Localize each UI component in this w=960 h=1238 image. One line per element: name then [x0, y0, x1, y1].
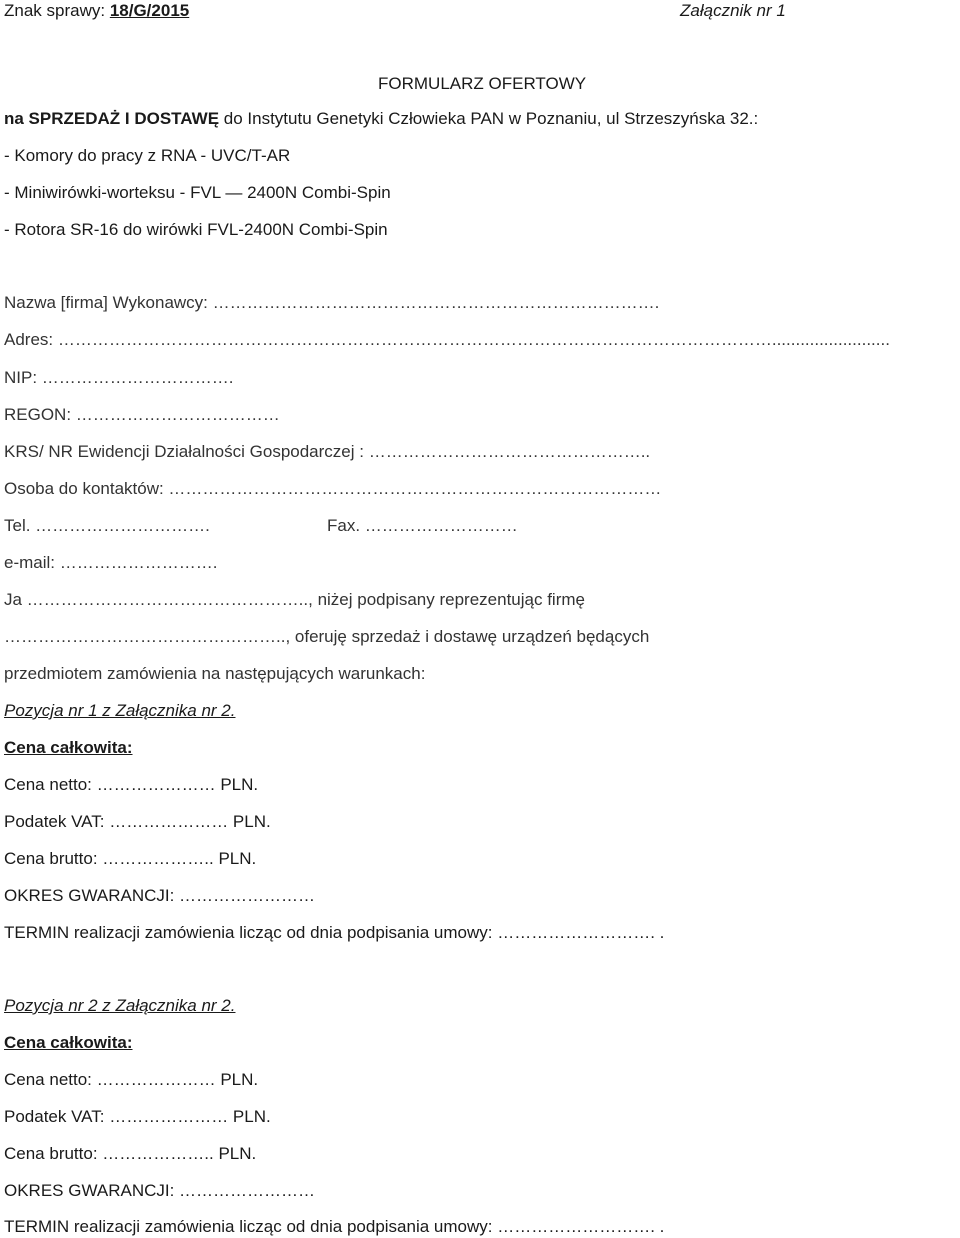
field-fax: Fax. ………………………	[327, 516, 518, 535]
field-regon: REGON: ………………………………	[4, 405, 280, 424]
field-tel: Tel. ………………………….	[4, 516, 210, 535]
net-price-line: Cena netto: ………………… PLN.	[4, 775, 259, 794]
warranty-line: OKRES GWARANCJI: ……………………	[4, 1181, 316, 1200]
vat-line: Podatek VAT: ………………… PLN.	[4, 812, 271, 831]
offer-line: ………………………………………….., oferuję sprzedaż i dostawę urządzeń będących	[4, 627, 650, 646]
field-krs: KRS/ NR Ewidencji Działalności Gospodarczej : …………………………………………..	[4, 442, 651, 461]
form-subtitle	[4, 108, 758, 130]
total-price-label: Cena całkowita:	[4, 738, 133, 757]
offer-line-end: przedmiotem zamówienia na następujących warunkach:	[4, 664, 426, 683]
field-nip: NIP: …………………………….	[4, 368, 234, 387]
net-price-line: Cena netto: ………………… PLN.	[4, 1070, 259, 1089]
case-label: Znak sprawy:	[4, 1, 106, 20]
attachment-label: Załącznik nr 1	[680, 1, 786, 20]
case-number: 18/G/2015	[109, 1, 190, 20]
item-line: - Komory do pracy z RNA - UVC/T-AR	[4, 146, 291, 165]
position-heading: Pozycja nr 1 z Załącznika nr 2.	[4, 701, 236, 720]
field-contact-person: Osoba do kontaktów: ……………………………………………………………………………	[4, 479, 662, 498]
field-address: Adres: ……………………………………………………………………………………………………………….........................	[4, 330, 890, 349]
subtitle-rest: do Instytutu Genetyki Człowieka PAN w Poznaniu, ul Strzeszyńska 32.:	[219, 109, 759, 128]
field-email: e-mail: ……………………….	[4, 553, 218, 572]
total-price-label: Cena całkowita:	[4, 1033, 133, 1052]
gross-price-line: Cena brutto: ……………….. PLN.	[4, 1144, 257, 1163]
gross-price-line: Cena brutto: ……………….. PLN.	[4, 849, 257, 868]
field-company-name: Nazwa [firma] Wykonawcy: …………………………………………………………………….	[4, 293, 660, 312]
subtitle-bold: na SPRZEDAŻ I DOSTAWĘ	[4, 109, 220, 128]
vat-line: Podatek VAT: ………………… PLN.	[4, 1107, 271, 1126]
position-heading: Pozycja nr 2 z Załącznika nr 2.	[4, 996, 236, 1015]
signer-line: Ja ………………………………………….., niżej podpisany reprezentując firmę	[4, 590, 585, 609]
form-title: FORMULARZ OFERTOWY	[378, 74, 587, 93]
delivery-term-line: TERMIN realizacji zamówienia licząc od dnia podpisania umowy: ………………………. .	[4, 1217, 665, 1236]
warranty-line: OKRES GWARANCJI: ……………………	[4, 886, 316, 905]
delivery-term-line: TERMIN realizacji zamówienia licząc od dnia podpisania umowy: ………………………. .	[4, 923, 665, 942]
item-line: - Rotora SR-16 do wirówki FVL-2400N Combi-Spin	[4, 220, 388, 239]
case-number-line	[4, 0, 189, 22]
item-line: - Miniwirówki-worteksu - FVL — 2400N Combi-Spin	[4, 183, 391, 202]
